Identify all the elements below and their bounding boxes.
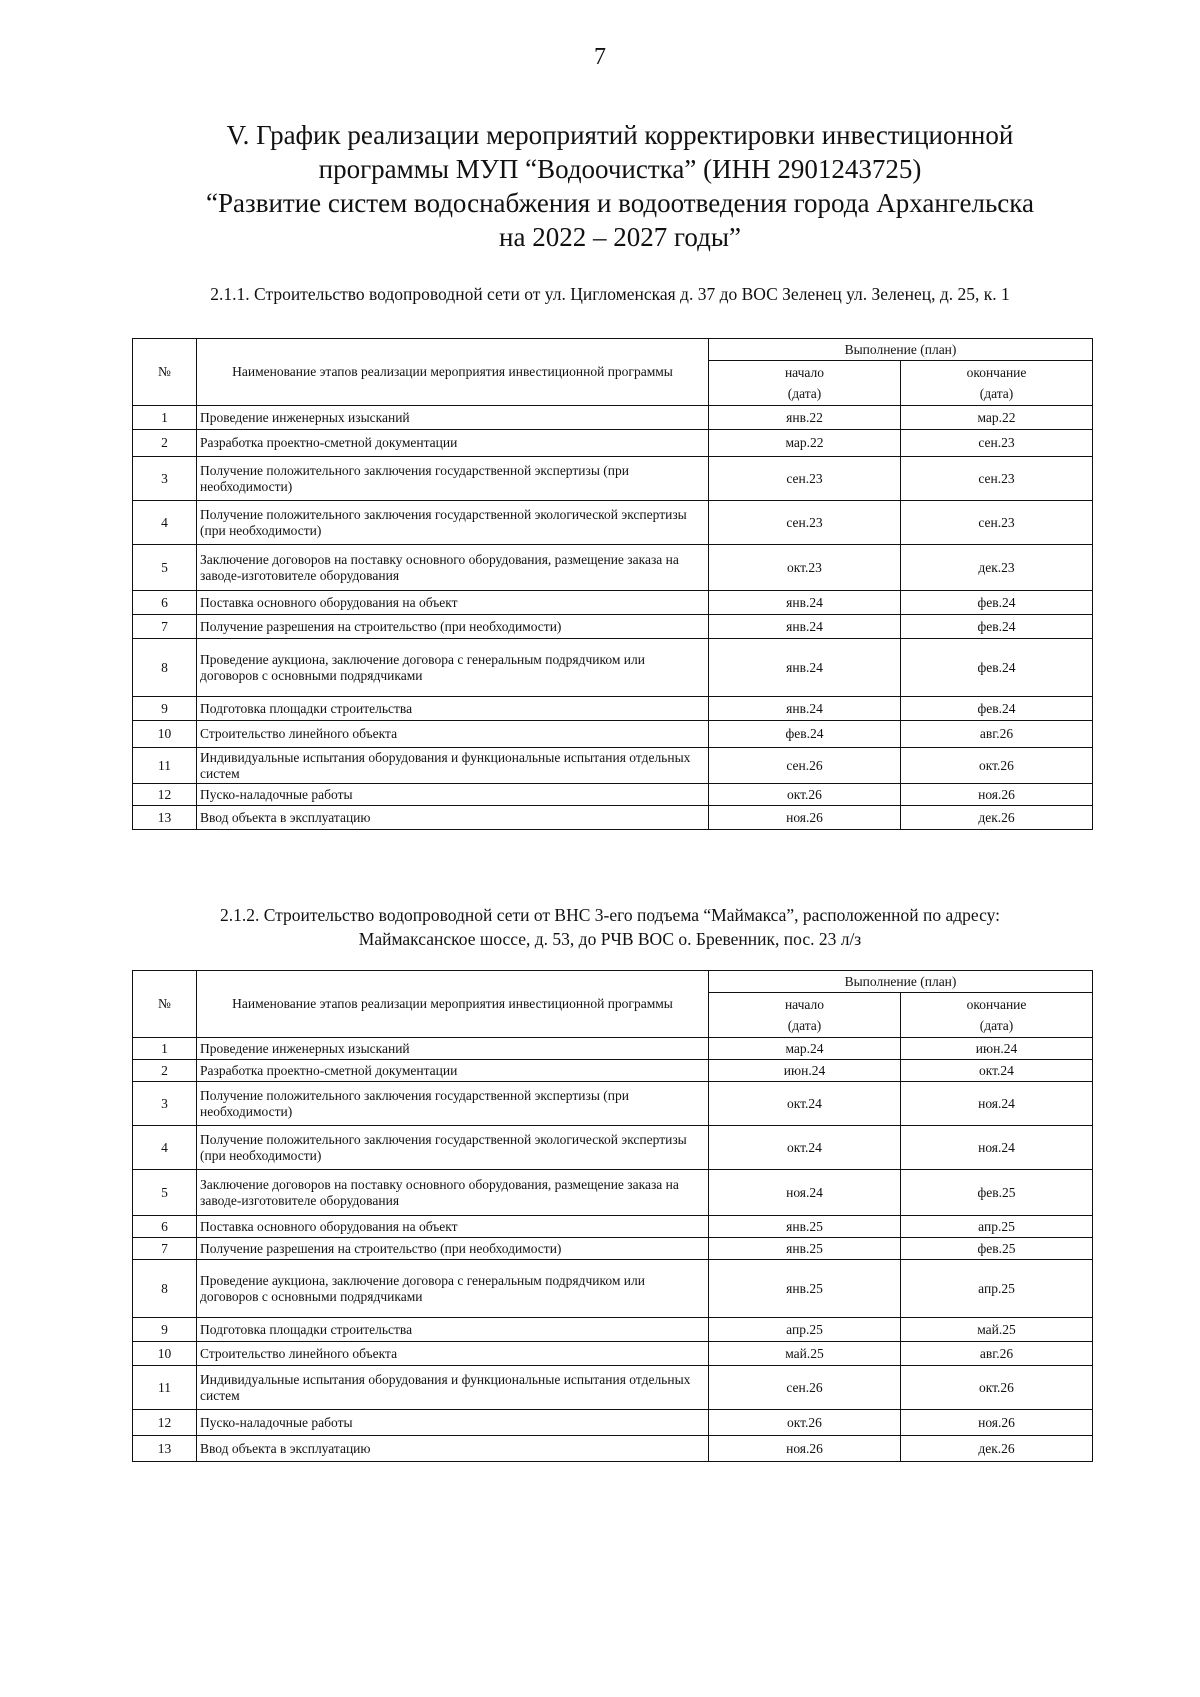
start-date-cell: окт.26: [709, 784, 901, 806]
stage-name-cell: Заключение договоров на поставку основного оборудования, размещение заказа на заводе-изготовителе оборудования: [197, 545, 709, 591]
header-name: Наименование этапов реализации мероприятия инвестиционной программы: [197, 339, 709, 406]
start-date-cell: янв.25: [709, 1216, 901, 1238]
stage-name-cell: Разработка проектно-сметной документации: [197, 1060, 709, 1082]
stage-name-cell: Ввод объекта в эксплуатацию: [197, 1436, 709, 1462]
stage-name-cell: Получение разрешения на строительство (при необходимости): [197, 615, 709, 639]
end-date-cell: апр.25: [901, 1216, 1093, 1238]
header-end-label: окончание: [966, 365, 1027, 380]
stage-name-cell: Проведение аукциона, заключение договора с генеральным подрядчиком или договоров с основными подрядчиками: [197, 639, 709, 697]
end-date-cell: сен.23: [901, 501, 1093, 545]
start-date-cell: ноя.24: [709, 1170, 901, 1216]
title-line: “Развитие систем водоснабжения и водоотведения города Архангельска: [206, 188, 1034, 218]
header-start: [709, 993, 901, 1038]
end-date-cell: авг.26: [901, 1342, 1093, 1366]
stage-name-cell: Строительство линейного объекта: [197, 721, 709, 748]
end-date-cell: ноя.24: [901, 1082, 1093, 1126]
row-number-cell: 7: [133, 1238, 197, 1260]
stage-name-cell: Проведение инженерных изысканий: [197, 1038, 709, 1060]
title-line: программы МУП “Водоочистка” (ИНН 2901243725): [318, 154, 922, 184]
start-date-cell: мар.24: [709, 1038, 901, 1060]
row-number-cell: 3: [133, 1082, 197, 1126]
header-start-sub: (дата): [787, 1018, 822, 1033]
table-row: [133, 1342, 1093, 1366]
page-number: 7: [594, 44, 606, 70]
end-date-cell: фев.24: [901, 591, 1093, 615]
row-number-cell: 8: [133, 639, 197, 697]
start-date-cell: июн.24: [709, 1060, 901, 1082]
row-number-cell: 5: [133, 545, 197, 591]
title-line: на 2022 – 2027 годы”: [499, 222, 741, 252]
row-number-cell: 5: [133, 1170, 197, 1216]
end-date-cell: дек.26: [901, 806, 1093, 830]
start-date-cell: сен.26: [709, 748, 901, 784]
header-num: №: [133, 339, 197, 406]
start-date-cell: ноя.26: [709, 806, 901, 830]
table-row: [133, 1436, 1093, 1462]
start-date-cell: апр.25: [709, 1318, 901, 1342]
row-number-cell: 10: [133, 1342, 197, 1366]
section-title-line: Маймаксанское шоссе, д. 53, до РЧВ ВОС о. Бревенник, пос. 23 л/з: [358, 929, 862, 949]
header-name: Наименование этапов реализации мероприятия инвестиционной программы: [197, 971, 709, 1038]
end-date-cell: ноя.26: [901, 784, 1093, 806]
end-date-cell: фев.25: [901, 1170, 1093, 1216]
header-execution: Выполнение (план): [709, 339, 1093, 361]
row-number-cell: 12: [133, 1410, 197, 1436]
table-row: [133, 1170, 1093, 1216]
end-date-cell: окт.26: [901, 748, 1093, 784]
row-number-cell: 11: [133, 748, 197, 784]
row-number-cell: 10: [133, 721, 197, 748]
table-row: [133, 697, 1093, 721]
header-end-sub: (дата): [979, 1018, 1014, 1033]
table-row: [133, 1126, 1093, 1170]
table-row: [133, 1082, 1093, 1126]
end-date-cell: фев.24: [901, 639, 1093, 697]
end-date-cell: сен.23: [901, 457, 1093, 501]
start-date-cell: янв.25: [709, 1238, 901, 1260]
schedule-table: [132, 970, 1093, 1462]
row-number-cell: 9: [133, 697, 197, 721]
row-number-cell: 1: [133, 406, 197, 430]
table-row: [133, 615, 1093, 639]
stage-name-cell: Подготовка площадки строительства: [197, 697, 709, 721]
title-line: V. График реализации мероприятий корректировки инвестиционной: [226, 120, 1014, 150]
end-date-cell: фев.24: [901, 615, 1093, 639]
table-row: [133, 1260, 1093, 1318]
start-date-cell: сен.26: [709, 1366, 901, 1410]
table-row: [133, 430, 1093, 457]
header-end-label: окончание: [966, 997, 1027, 1012]
table-row: [133, 1216, 1093, 1238]
start-date-cell: сен.23: [709, 457, 901, 501]
table-row: [133, 748, 1093, 784]
table-row: [133, 1238, 1093, 1260]
start-date-cell: окт.24: [709, 1126, 901, 1170]
start-date-cell: май.25: [709, 1342, 901, 1366]
header-start-label: начало: [784, 997, 825, 1012]
table-row: [133, 639, 1093, 697]
stage-name-cell: Индивидуальные испытания оборудования и функциональные испытания отдельных систем: [197, 1366, 709, 1410]
stage-name-cell: Проведение аукциона, заключение договора с генеральным подрядчиком или договоров с основными подрядчиками: [197, 1260, 709, 1318]
row-number-cell: 13: [133, 1436, 197, 1462]
row-number-cell: 8: [133, 1260, 197, 1318]
table-row: [133, 1410, 1093, 1436]
start-date-cell: янв.25: [709, 1260, 901, 1318]
stage-name-cell: Получение положительного заключения государственной экспертизы (при необходимости): [197, 457, 709, 501]
row-number-cell: 9: [133, 1318, 197, 1342]
start-date-cell: окт.24: [709, 1082, 901, 1126]
end-date-cell: ноя.26: [901, 1410, 1093, 1436]
row-number-cell: 2: [133, 430, 197, 457]
row-number-cell: 11: [133, 1366, 197, 1410]
header-end-sub: (дата): [979, 386, 1014, 401]
start-date-cell: окт.23: [709, 545, 901, 591]
start-date-cell: окт.26: [709, 1410, 901, 1436]
header-start-label: начало: [784, 365, 825, 380]
end-date-cell: дек.23: [901, 545, 1093, 591]
end-date-cell: окт.24: [901, 1060, 1093, 1082]
start-date-cell: ноя.26: [709, 1436, 901, 1462]
table-row: [133, 784, 1093, 806]
stage-name-cell: Получение положительного заключения государственной экспертизы (при необходимости): [197, 1082, 709, 1126]
stage-name-cell: Получение положительного заключения государственной экологической экспертизы (при необходимости): [197, 501, 709, 545]
stage-name-cell: Пуско-наладочные работы: [197, 1410, 709, 1436]
table-row: [133, 591, 1093, 615]
start-date-cell: мар.22: [709, 430, 901, 457]
start-date-cell: янв.24: [709, 639, 901, 697]
document-title: [130, 118, 1110, 254]
end-date-cell: фев.25: [901, 1238, 1093, 1260]
table-row: [133, 406, 1093, 430]
end-date-cell: мар.22: [901, 406, 1093, 430]
start-date-cell: янв.22: [709, 406, 901, 430]
table-row: [133, 1038, 1093, 1060]
stage-name-cell: Поставка основного оборудования на объект: [197, 1216, 709, 1238]
end-date-cell: окт.26: [901, 1366, 1093, 1410]
stage-name-cell: Пуско-наладочные работы: [197, 784, 709, 806]
header-start-sub: (дата): [787, 386, 822, 401]
start-date-cell: сен.23: [709, 501, 901, 545]
row-number-cell: 1: [133, 1038, 197, 1060]
table-row: [133, 545, 1093, 591]
row-number-cell: 13: [133, 806, 197, 830]
row-number-cell: 3: [133, 457, 197, 501]
table-row: [133, 1060, 1093, 1082]
table-row: [133, 457, 1093, 501]
stage-name-cell: Ввод объекта в эксплуатацию: [197, 806, 709, 830]
row-number-cell: 6: [133, 1216, 197, 1238]
table-row: [133, 1366, 1093, 1410]
stage-name-cell: Поставка основного оборудования на объект: [197, 591, 709, 615]
stage-name-cell: Заключение договоров на поставку основного оборудования, размещение заказа на заводе-изготовителе оборудования: [197, 1170, 709, 1216]
stage-name-cell: Разработка проектно-сметной документации: [197, 430, 709, 457]
stage-name-cell: Получение разрешения на строительство (при необходимости): [197, 1238, 709, 1260]
table-row: [133, 1318, 1093, 1342]
stage-name-cell: Строительство линейного объекта: [197, 1342, 709, 1366]
stage-name-cell: Получение положительного заключения государственной экологической экспертизы (при необходимости): [197, 1126, 709, 1170]
row-number-cell: 4: [133, 1126, 197, 1170]
stage-name-cell: Проведение инженерных изысканий: [197, 406, 709, 430]
row-number-cell: 7: [133, 615, 197, 639]
table-row: [133, 721, 1093, 748]
row-number-cell: 2: [133, 1060, 197, 1082]
end-date-cell: ноя.24: [901, 1126, 1093, 1170]
start-date-cell: фев.24: [709, 721, 901, 748]
end-date-cell: фев.24: [901, 697, 1093, 721]
section-title: [120, 903, 1100, 951]
header-end: [901, 361, 1093, 406]
end-date-cell: апр.25: [901, 1260, 1093, 1318]
end-date-cell: авг.26: [901, 721, 1093, 748]
end-date-cell: дек.26: [901, 1436, 1093, 1462]
stage-name-cell: Индивидуальные испытания оборудования и функциональные испытания отдельных систем: [197, 748, 709, 784]
header-execution: Выполнение (план): [709, 971, 1093, 993]
header-start: [709, 361, 901, 406]
start-date-cell: янв.24: [709, 591, 901, 615]
schedule-table: [132, 338, 1093, 830]
section-title: [120, 282, 1100, 306]
row-number-cell: 4: [133, 501, 197, 545]
start-date-cell: янв.24: [709, 615, 901, 639]
end-date-cell: июн.24: [901, 1038, 1093, 1060]
end-date-cell: май.25: [901, 1318, 1093, 1342]
row-number-cell: 12: [133, 784, 197, 806]
section-title-line: 2.1.2. Строительство водопроводной сети от ВНС 3-его подъема “Маймакса”, расположенной по адресу:: [219, 905, 1001, 925]
stage-name-cell: Подготовка площадки строительства: [197, 1318, 709, 1342]
header-end: [901, 993, 1093, 1038]
table-row: [133, 501, 1093, 545]
row-number-cell: 6: [133, 591, 197, 615]
start-date-cell: янв.24: [709, 697, 901, 721]
table-row: [133, 806, 1093, 830]
end-date-cell: сен.23: [901, 430, 1093, 457]
header-num: №: [133, 971, 197, 1038]
section-title-line: 2.1.1. Строительство водопроводной сети от ул. Цигломенская д. 37 до ВОС Зеленец ул. Зеленец, д. 25, к. 1: [210, 284, 1010, 304]
